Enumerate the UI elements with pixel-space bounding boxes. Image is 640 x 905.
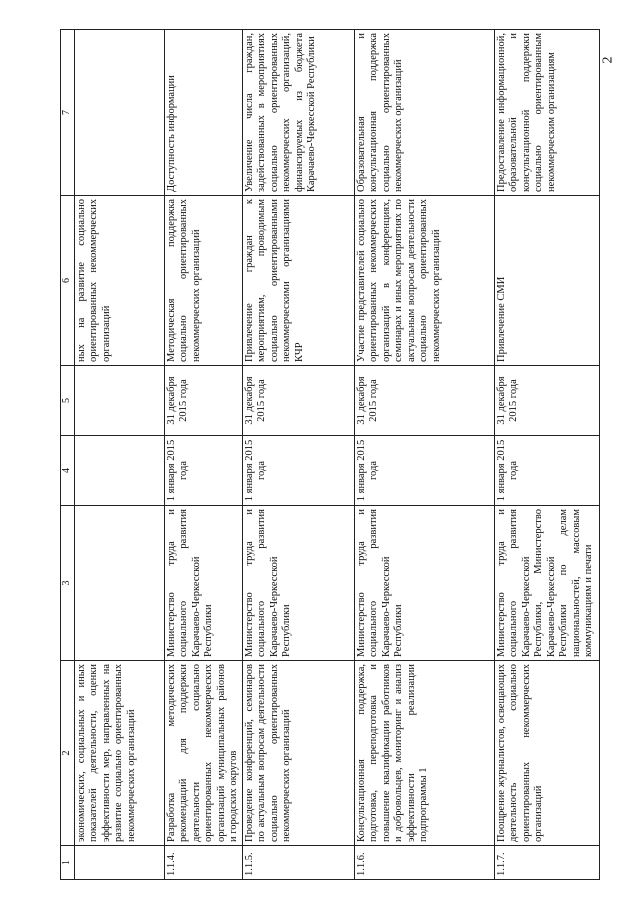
result-cell: Доступность информации [164,30,242,196]
table-row [354,30,494,880]
measure-cell: экономических, социальных и иных показателей деятельности, оценки эффективности мер, направленных на развитие социально ориентированных некоммерческих организаций [74,661,164,846]
executor-cell: Министерство труда и социального развития Карачаево-Черкесской Республики [242,506,354,661]
mechanism-cell: Привлечение граждан к мероприятиям, проводимым социально ориентированными некоммерческими организациями КЧР [242,196,354,366]
table-header-row [61,30,75,880]
page-number: 2 [600,56,616,64]
table-row [74,30,164,880]
result-cell: Образовательная и консультационная поддержка социально ориентированных некоммерческих организаций [354,30,494,196]
end-date-cell: 31 декабря 2015 года [494,366,600,436]
result-cell [74,30,164,196]
header-cell: 6 [61,196,75,366]
measures-table [60,29,600,880]
header-cell: 3 [61,506,75,661]
header-cell: 7 [61,30,75,196]
table-row [494,30,600,880]
executor-cell: Министерство труда и социального развития Карачаево-Черкесской Республики [164,506,242,661]
end-date-cell: 31 декабря 2015 года [354,366,494,436]
start-date-cell: 1 января 2015 года [164,436,242,506]
measure-cell: Консультационная поддержка, подготовка, переподготовка и повышение квалификации работников и добровольцев, мониторинг и анализ эффективности реализации подпрограммы 1 [354,661,494,846]
mechanism-cell: ных на развитие социально ориентированных некоммерческих организаций [74,196,164,366]
header-cell: 4 [61,436,75,506]
header-cell: 5 [61,366,75,436]
row-number [74,846,164,880]
measure-cell: Разработка методических рекомендаций для поддержки деятельности социально ориентированных некоммерческих организаций муниципальных районов и городских округов [164,661,242,846]
end-date-cell [74,366,164,436]
executor-cell: Министерство труда и социального развития Карачаево-Черкесской Республики, Министерство Карачаево-Черкесской Республики по делам национальностей, массовым коммуникациям и печати [494,506,600,661]
header-cell: 1 [61,846,75,880]
row-number: 1.1.5. [242,846,354,880]
start-date-cell: 1 января 2015 года [242,436,354,506]
end-date-cell: 31 декабря 2015 года [242,366,354,436]
mechanism-cell: Методическая поддержка социально ориентированных некоммерческих организаций [164,196,242,366]
measure-cell: Поощрение журналистов, освещающих деятельность социально ориентированных некоммерческих организаций [494,661,600,846]
header-cell: 2 [61,661,75,846]
result-cell: Увеличение числа граждан, задействованных в мероприятиях социально ориентированных некоммерческих организаций, финансируемых из бюджета Карачаево-Черкесской Республики [242,30,354,196]
table-row [164,30,242,880]
row-number: 1.1.7. [494,846,600,880]
row-number: 1.1.4. [164,846,242,880]
table-row [242,30,354,880]
start-date-cell: 1 января 2015 года [354,436,494,506]
start-date-cell [74,436,164,506]
executor-cell: Министерство труда и социального развития Карачаево-Черкесской Республики [354,506,494,661]
measure-cell: Проведение конференций, семинаров по актуальным вопросам деятельности социально ориентированных некоммерческих организаций [242,661,354,846]
mechanism-cell: Участие представителей социально ориентированных некоммерческих организаций в конференциях, семинарах и иных мероприятиях по актуальным вопросам деятельности социально ориентированных некоммерческих организаций [354,196,494,366]
start-date-cell: 1 января 2015 года [494,436,600,506]
row-number: 1.1.6. [354,846,494,880]
rotated-table-container [60,30,600,880]
executor-cell [74,506,164,661]
mechanism-cell: Привлечение СМИ [494,196,600,366]
end-date-cell: 31 декабря 2015 года [164,366,242,436]
result-cell: Предоставление информационной, образовательной и консультационной поддержки социально ориентированным некоммерческим организациям [494,30,600,196]
